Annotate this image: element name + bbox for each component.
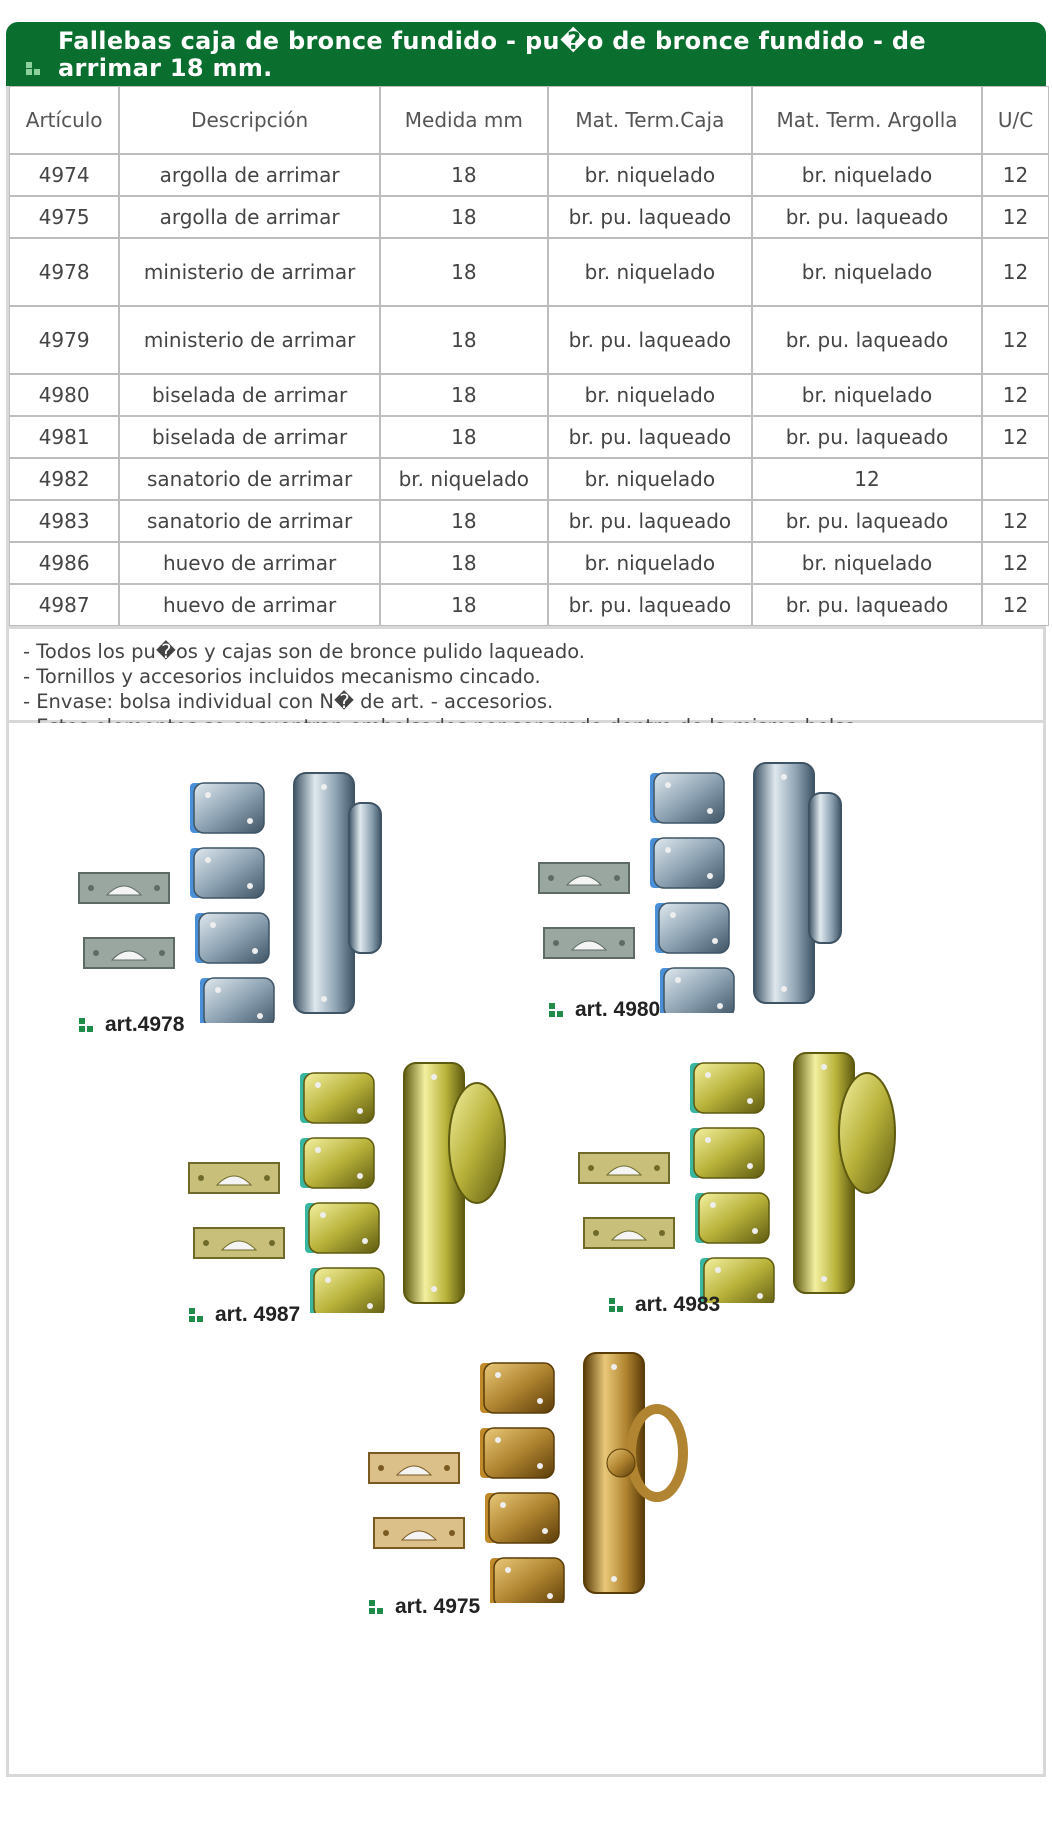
cell-medida: 18 xyxy=(380,416,548,458)
col-header-mat-argolla: Mat. Term. Argolla xyxy=(752,86,982,154)
bullet-icon xyxy=(79,1016,99,1034)
cell-mat-argolla: 12 xyxy=(752,458,982,500)
cell-descripcion: argolla de arrimar xyxy=(119,154,380,196)
cell-uc: 12 xyxy=(982,154,1049,196)
product-sheet xyxy=(6,22,1046,1777)
note-line: - Envase: bolsa individual con N� de art. - accesorios. xyxy=(23,690,554,713)
notes-box xyxy=(6,629,1046,723)
cell-articulo: 4987 xyxy=(9,584,119,626)
product-image xyxy=(69,763,399,1027)
cell-mat-caja: br. pu. laqueado xyxy=(548,500,752,542)
cell-medida: 18 xyxy=(380,196,548,238)
bullet-icon xyxy=(609,1296,629,1314)
product-image xyxy=(359,1343,689,1607)
page-title: Fallebas caja de bronce fundido - pu�o de bronce fundido - de arrimar 18 mm. xyxy=(58,27,926,82)
cell-mat-argolla: br. niquelado xyxy=(752,238,982,306)
product-table xyxy=(9,86,1049,626)
cell-medida: br. niquelado xyxy=(380,458,548,500)
col-header-descripcion: Descripción xyxy=(119,86,380,154)
cell-mat-caja: br. niquelado xyxy=(548,154,752,196)
table-row xyxy=(9,238,1049,306)
cell-descripcion: huevo de arrimar xyxy=(119,584,380,626)
cell-descripcion: ministerio de arrimar xyxy=(119,306,380,374)
caption-text: art.4978 xyxy=(105,1013,185,1036)
product-image xyxy=(569,1043,899,1307)
cell-descripcion: biselada de arrimar xyxy=(119,416,380,458)
caption-text: art. 4987 xyxy=(215,1303,301,1326)
cell-uc: 12 xyxy=(982,306,1049,374)
cell-descripcion: argolla de arrimar xyxy=(119,196,380,238)
table-body xyxy=(9,154,1049,626)
caption-text: art. 4983 xyxy=(635,1293,721,1316)
cell-mat-argolla: br. pu. laqueado xyxy=(752,416,982,458)
cell-uc: 12 xyxy=(982,542,1049,584)
table-row xyxy=(9,542,1049,584)
cell-mat-caja: br. niquelado xyxy=(548,374,752,416)
cell-articulo: 4986 xyxy=(9,542,119,584)
product-image xyxy=(529,753,859,1017)
cell-uc: 12 xyxy=(982,584,1049,626)
caption-text: art. 4980 xyxy=(575,998,661,1021)
table-row xyxy=(9,458,1049,500)
cell-articulo: 4979 xyxy=(9,306,119,374)
col-header-articulo: Artículo xyxy=(9,86,119,154)
cell-uc: 12 xyxy=(982,238,1049,306)
table-row xyxy=(9,374,1049,416)
cell-mat-caja: br. niquelado xyxy=(548,238,752,306)
cell-uc xyxy=(982,458,1049,500)
product-caption xyxy=(549,998,660,1022)
note-line: - Todos los pu�os y cajas son de bronce pulido laqueado. xyxy=(23,640,585,663)
table-header-row xyxy=(9,86,1049,154)
col-header-mat-caja: Mat. Term.Caja xyxy=(548,86,752,154)
table-row xyxy=(9,154,1049,196)
title-bar xyxy=(6,22,1046,86)
cell-articulo: 4978 xyxy=(9,238,119,306)
cell-mat-caja: br. niquelado xyxy=(548,458,752,500)
product-images-panel xyxy=(6,723,1046,1777)
cell-articulo: 4974 xyxy=(9,154,119,196)
product-table-frame xyxy=(6,86,1046,629)
cell-medida: 18 xyxy=(380,584,548,626)
cell-mat-argolla: br. pu. laqueado xyxy=(752,500,982,542)
product-image xyxy=(179,1053,509,1317)
product-caption xyxy=(369,1595,480,1619)
cell-articulo: 4975 xyxy=(9,196,119,238)
table-row xyxy=(9,416,1049,458)
product-caption xyxy=(189,1303,300,1327)
cell-articulo: 4982 xyxy=(9,458,119,500)
cell-uc: 12 xyxy=(982,416,1049,458)
cell-medida: 18 xyxy=(380,374,548,416)
cell-articulo: 4983 xyxy=(9,500,119,542)
table-row xyxy=(9,306,1049,374)
cell-mat-argolla: br. niquelado xyxy=(752,374,982,416)
cell-uc: 12 xyxy=(982,500,1049,542)
cell-mat-caja: br. pu. laqueado xyxy=(548,584,752,626)
cell-medida: 18 xyxy=(380,542,548,584)
col-header-medida: Medida mm xyxy=(380,86,548,154)
bullet-icon xyxy=(189,1306,209,1324)
cell-mat-argolla: br. pu. laqueado xyxy=(752,306,982,374)
cell-medida: 18 xyxy=(380,238,548,306)
cell-mat-caja: br. pu. laqueado xyxy=(548,416,752,458)
bullet-icon xyxy=(549,1001,569,1019)
cell-articulo: 4980 xyxy=(9,374,119,416)
cell-descripcion: huevo de arrimar xyxy=(119,542,380,584)
cell-uc: 12 xyxy=(982,374,1049,416)
caption-text: art. 4975 xyxy=(395,1595,481,1618)
cell-medida: 18 xyxy=(380,500,548,542)
cell-uc: 12 xyxy=(982,196,1049,238)
table-row xyxy=(9,500,1049,542)
table-row xyxy=(9,196,1049,238)
product-caption xyxy=(609,1293,720,1317)
cell-mat-caja: br. pu. laqueado xyxy=(548,196,752,238)
cell-descripcion: biselada de arrimar xyxy=(119,374,380,416)
note-line: - Tornillos y accesorios incluidos mecanismo cincado. xyxy=(23,665,541,688)
cell-descripcion: ministerio de arrimar xyxy=(119,238,380,306)
cell-medida: 18 xyxy=(380,306,548,374)
cell-articulo: 4981 xyxy=(9,416,119,458)
cell-mat-caja: br. niquelado xyxy=(548,542,752,584)
cell-descripcion: sanatorio de arrimar xyxy=(119,458,380,500)
cell-medida: 18 xyxy=(380,154,548,196)
cell-descripcion: sanatorio de arrimar xyxy=(119,500,380,542)
cell-mat-argolla: br. niquelado xyxy=(752,542,982,584)
cell-mat-argolla: br. pu. laqueado xyxy=(752,584,982,626)
cell-mat-argolla: br. pu. laqueado xyxy=(752,196,982,238)
cell-mat-caja: br. pu. laqueado xyxy=(548,306,752,374)
col-header-uc: U/C xyxy=(982,86,1049,154)
bullet-icon xyxy=(369,1598,389,1616)
product-caption xyxy=(79,1013,184,1037)
table-row xyxy=(9,584,1049,626)
cell-mat-argolla: br. niquelado xyxy=(752,154,982,196)
bullet-icon xyxy=(26,62,48,76)
